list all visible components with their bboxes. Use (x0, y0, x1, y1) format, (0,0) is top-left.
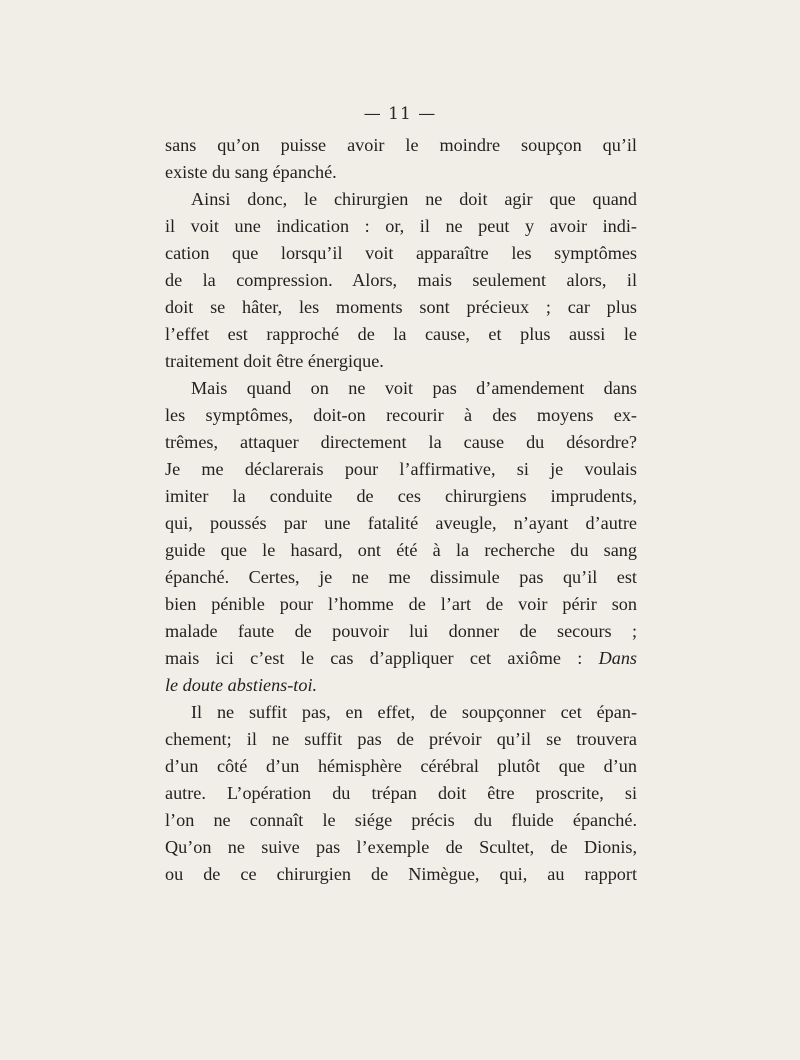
text-line: Je me déclarerais pour l’affirmative, si je voulais (165, 459, 637, 479)
text-line: il voit une indication : or, il ne peut y avoir indi- (165, 216, 637, 236)
text-line: épanché. Certes, je ne me dissimule pas qu’il est (165, 567, 637, 587)
text-line: qui, poussés par une fatalité aveugle, n’ayant d’autre (165, 513, 637, 533)
text-line: Ainsi donc, le chirurgien ne doit agir que quand (191, 189, 637, 209)
text-line: imiter la conduite de ces chirurgiens imprudents, (165, 486, 637, 506)
text-line: existe du sang épanché. (165, 162, 337, 182)
text-line: les symptômes, doit-on recourir à des moyens ex- (165, 405, 637, 425)
text-line (165, 672, 637, 699)
text-line: bien pénible pour l’homme de l’art de voir périr son (165, 594, 637, 614)
text-line: cation que lorsqu’il voit apparaître les symptômes (165, 243, 637, 263)
text-line: Mais quand on ne voit pas d’amendement dans (191, 378, 637, 398)
page-number: — 11 — (363, 104, 437, 124)
text-line: chement; il ne suffit pas de prévoir qu’il se trouvera (165, 729, 637, 749)
text-line (165, 645, 637, 672)
text-line: de la compression. Alors, mais seulement alors, il (165, 270, 637, 290)
text-line: l’effet est rapproché de la cause, et plus aussi le (165, 324, 637, 344)
body-text (165, 132, 637, 888)
text-line: trêmes, attaquer directement la cause du désordre? (165, 432, 637, 452)
text-line: l’on ne connaît le siége précis du fluide épanché. (165, 810, 637, 830)
text-line: autre. L’opération du trépan doit être proscrite, si (165, 783, 637, 803)
text-line: guide que le hasard, ont été à la recherche du sang (165, 540, 637, 560)
text-line: ou de ce chirurgien de Nimègue, qui, au rapport (165, 864, 637, 884)
text-line: doit se hâter, les moments sont précieux ; car plus (165, 297, 637, 317)
italic-fragment: Dans (598, 648, 638, 668)
text-fragment: mais ici c’est le cas d’appliquer cet axiôme : (165, 648, 583, 668)
text-line: Qu’on ne suive pas l’exemple de Scultet, de Dionis, (165, 837, 637, 857)
text-line: d’un côté d’un hémisphère cérébral plutôt que d’un (165, 756, 637, 776)
text-line: Il ne suffit pas, en effet, de soupçonner cet épan- (191, 702, 637, 722)
text-line: malade faute de pouvoir lui donner de secours ; (165, 621, 637, 641)
text-line: sans qu’on puisse avoir le moindre soupçon qu’il (165, 135, 637, 155)
italic-fragment: le doute abstiens-toi. (165, 675, 318, 695)
text-line: traitement doit être énergique. (165, 351, 384, 371)
